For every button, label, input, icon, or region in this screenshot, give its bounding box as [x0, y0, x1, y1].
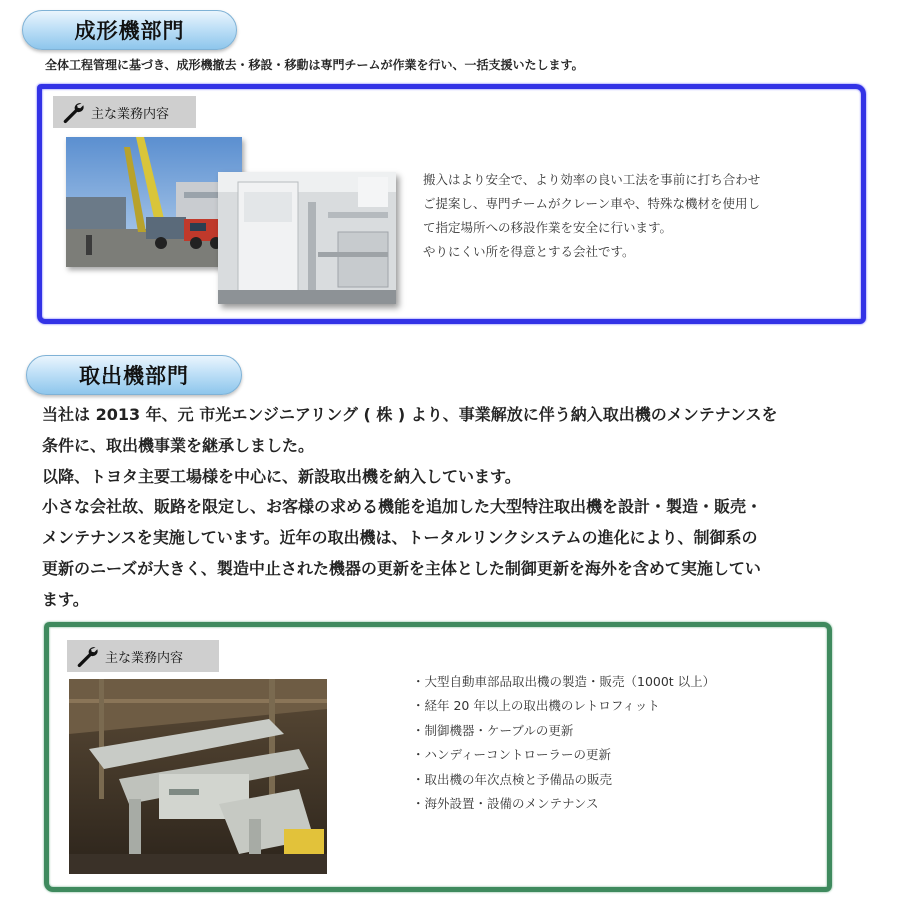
- list-item: ・経年 20 年以上の取出機のレトロフィット: [412, 698, 660, 714]
- molding-intro: 全体工程管理に基づき、成形機撤去・移設・移動は専門チームが作業を行い、一括支援いたします。: [45, 58, 584, 72]
- list-item: ・制御機器・ケーブルの更新: [412, 722, 574, 738]
- wrench-icon: [75, 644, 99, 668]
- intro-line: ます。: [42, 589, 89, 609]
- list-item: ・大型自動車部品取出機の製造・販売（1000t 以上）: [412, 674, 716, 689]
- list-item: ・取出機の年次点検と予備品の販売: [412, 771, 613, 787]
- section-title-text: 取出機部門: [79, 364, 189, 388]
- extractor-services-list: [412, 670, 812, 816]
- extractor-intro: [42, 400, 862, 616]
- description-line: て指定場所への移設作業を安全に行います。: [423, 220, 673, 235]
- wrench-icon: [61, 100, 85, 124]
- crane-photo: [66, 137, 242, 267]
- molding-description: [423, 168, 823, 264]
- list-item: ・ハンディーコントローラーの更新: [412, 747, 612, 763]
- description-line: やりにくい所を得意とする会社です。: [423, 244, 635, 259]
- section-title-extractor: [26, 355, 242, 395]
- section-title-text: 成形機部門: [74, 19, 185, 43]
- list-item: ・海外設置・設備のメンテナンス: [412, 796, 599, 812]
- description-line: 搬入はより安全で、より効率の良い工法を事前に打ち合わせ: [423, 172, 761, 187]
- tag-label: 主な業務内容: [105, 650, 184, 666]
- intro-line: 当社は 2013 年、元 市光エンジニアリング ( 株 ) より、事業解放に伴う納入取出機のメンテナンスを: [42, 405, 778, 424]
- molding-tag: [53, 96, 196, 128]
- extractor-tag: [67, 640, 219, 672]
- section-title-molding: [22, 10, 237, 50]
- intro-line: 条件に、取出機事業を継承しました。: [42, 435, 315, 455]
- tag-label: 主な業務内容: [91, 106, 170, 122]
- intro-line: 以降、トヨタ主要工場様を中心に、新設取出機を納入しています。: [42, 466, 521, 486]
- description-line: ご提案し、専門チームがクレーン車や、特殊な機材を使用し: [423, 196, 761, 211]
- intro-line: 更新のニーズが大きく、製造中止された機器の更新を主体とした制御更新を海外を含めて実施してい: [42, 558, 761, 578]
- machine-room-photo: [218, 172, 396, 304]
- intro-line: メンテナンスを実施しています。近年の取出機は、トータルリンクシステムの進化により、制御系の: [42, 528, 758, 548]
- extractor-machine-photo: [69, 679, 327, 874]
- intro-line: 小さな会社故、販路を限定し、お客様の求める機能を追加した大型特注取出機を設計・製造・販売・: [42, 497, 763, 517]
